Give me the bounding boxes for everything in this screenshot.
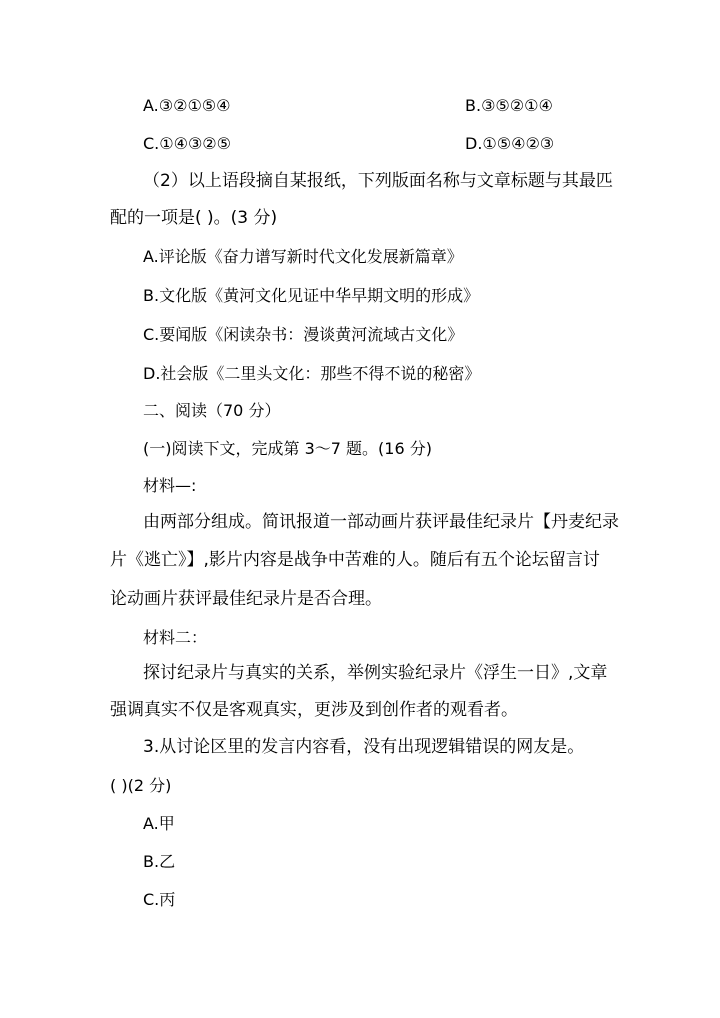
material2-line2: 强调真实不仅是客观真实，更涉及到创作者的观看者。: [110, 700, 518, 720]
q2-option-c: C.要闻版《闲读杂书：漫谈黄河流域古文化》: [143, 325, 464, 344]
section-title: 二、阅读（70 分）: [143, 401, 281, 420]
material1-line3: 论动画片获评最佳纪录片是否合理。: [110, 589, 382, 609]
q3-option-b: B.乙: [143, 852, 176, 871]
q2-stem-line1: （2）以上语段摘自某报纸，下列版面名称与文章标题与其最匹: [143, 171, 613, 191]
q3-stem: 3.从讨论区里的发言内容看，没有出现逻辑错误的网友是。: [143, 737, 585, 757]
q3-option-a: A.甲: [143, 814, 175, 833]
q3-option-c: C.丙: [143, 890, 176, 909]
q2-option-b: B.文化版《黄河文化见证中华早期文明的形成》: [143, 286, 480, 305]
material1-label: 材料—:: [143, 476, 197, 495]
material1-line1: 由两部分组成。简讯报道一部动画片获评最佳纪录片【丹麦纪录: [143, 512, 619, 532]
q2-stem-line2: 配的一项是( )。(3 分): [110, 208, 278, 228]
q2-prev-option-d: D.①⑤④②③: [465, 134, 555, 153]
q2-prev-option-c: C.①④③②⑤: [143, 134, 231, 153]
material2-label: 材料二：: [143, 628, 208, 647]
q2-prev-option-b: B.③⑤②①④: [465, 96, 553, 115]
material2-line1: 探讨纪录片与真实的关系，举例实验纪录片《浮生一日》,文章: [143, 663, 608, 683]
section-subtitle: (一)阅读下文，完成第 3～7 题。(16 分): [143, 439, 432, 458]
q2-prev-option-a: A.③②①⑤④: [143, 96, 231, 115]
q3-paren: ( )(2 分): [110, 776, 172, 795]
q2-option-a: A.评论版《奋力谱写新时代文化发展新篇章》: [143, 247, 463, 266]
material1-line2: 片《逃亡》】,影片内容是战争中苦难的人。随后有五个论坛留言讨: [110, 550, 600, 570]
q2-option-d: D.社会版《二里头文化：那些不得不说的秘密》: [143, 364, 481, 383]
